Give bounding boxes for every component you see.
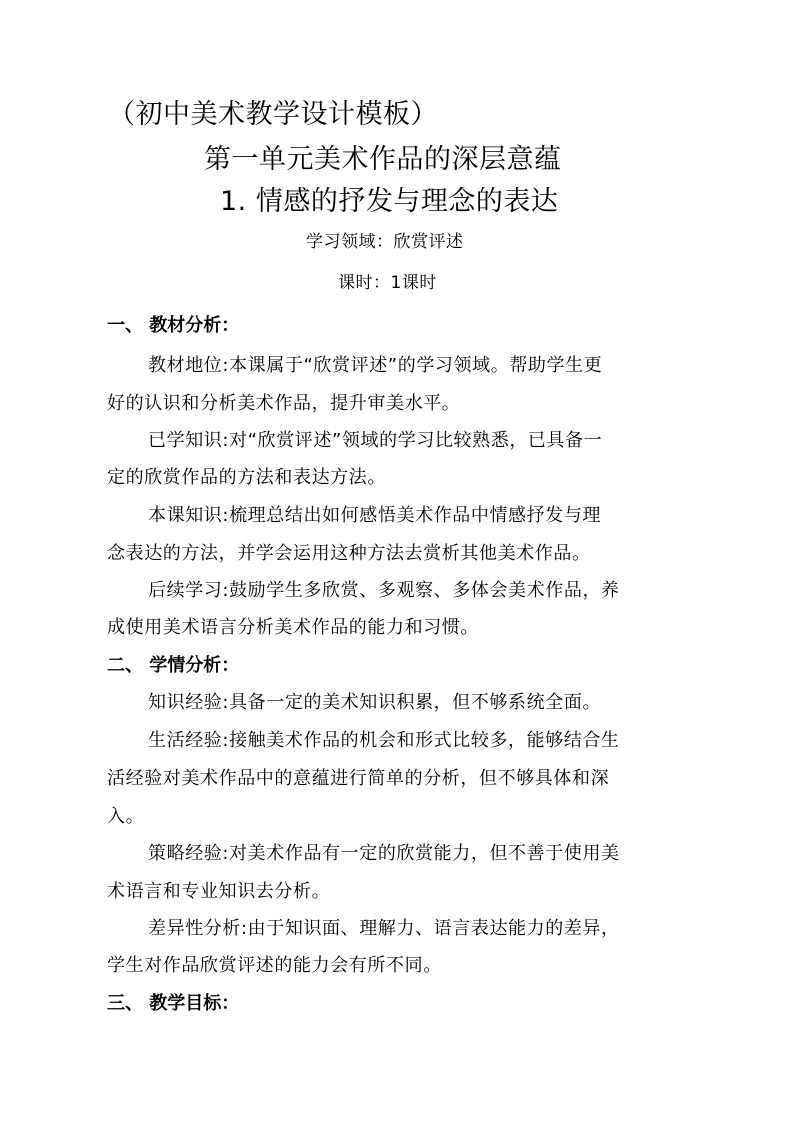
- paragraph-line: 成使用美术语言分析美术作品的能力和习惯。: [107, 617, 479, 638]
- unit-title: 第一单元美术作品的深层意蕴: [204, 144, 562, 175]
- paragraph-line: 后续学习:鼓励学生多欣赏、多观察、多体会美术作品，养: [148, 580, 620, 601]
- paragraph-line: 策略经验:对美术作品有一定的欣赏能力，但不善于使用美: [148, 843, 620, 864]
- section-heading: 一、 教材分析：: [107, 315, 240, 336]
- section-heading: 三、 教学目标：: [107, 993, 240, 1014]
- paragraph-line: 入。: [107, 806, 145, 827]
- template-title: （初中美术教学设计模板）: [108, 99, 438, 130]
- paragraph-line: 生活经验:接触美术作品的机会和形式比较多，能够结合生: [148, 730, 620, 751]
- paragraph-line: 术语言和专业知识去分析。: [107, 881, 331, 902]
- paragraph-line: 已学知识:对“欣赏评述”领域的学习比较熟悉，已具备一: [148, 430, 603, 451]
- section-heading: 二、 学情分析：: [107, 655, 240, 676]
- paragraph-line: 本课知识:梳理总结出如何感悟美术作品中情感抒发与理: [148, 505, 602, 526]
- paragraph-line: 念表达的方法，并学会运用这种方法去赏析其他美术作品。: [107, 543, 591, 564]
- paragraph-line: 活经验对美术作品中的意蕴进行简单的分析，但不够具体和深: [107, 768, 610, 789]
- learning-domain: 学习领域：欣赏评述: [306, 232, 464, 252]
- paragraph-line: 学生对作品欣赏评述的能力会有所不同。: [107, 955, 442, 976]
- paragraph-line: 定的欣赏作品的方法和表达方法。: [107, 467, 386, 488]
- paragraph-line: 教材地位:本课属于“欣赏评述”的学习领域。帮助学生更: [148, 355, 603, 376]
- paragraph-line: 知识经验:具备一定的美术知识积累，但不够系统全面。: [148, 692, 602, 713]
- paragraph-line: 好的认识和分析美术作品，提升审美水平。: [107, 393, 461, 414]
- paragraph-line: 差异性分析:由于知识面、理解力、语言表达能力的差异，: [148, 918, 620, 939]
- lesson-title: 1. 情感的抒发与理念的表达: [220, 186, 559, 217]
- class-hours: 课时：1课时: [338, 273, 437, 293]
